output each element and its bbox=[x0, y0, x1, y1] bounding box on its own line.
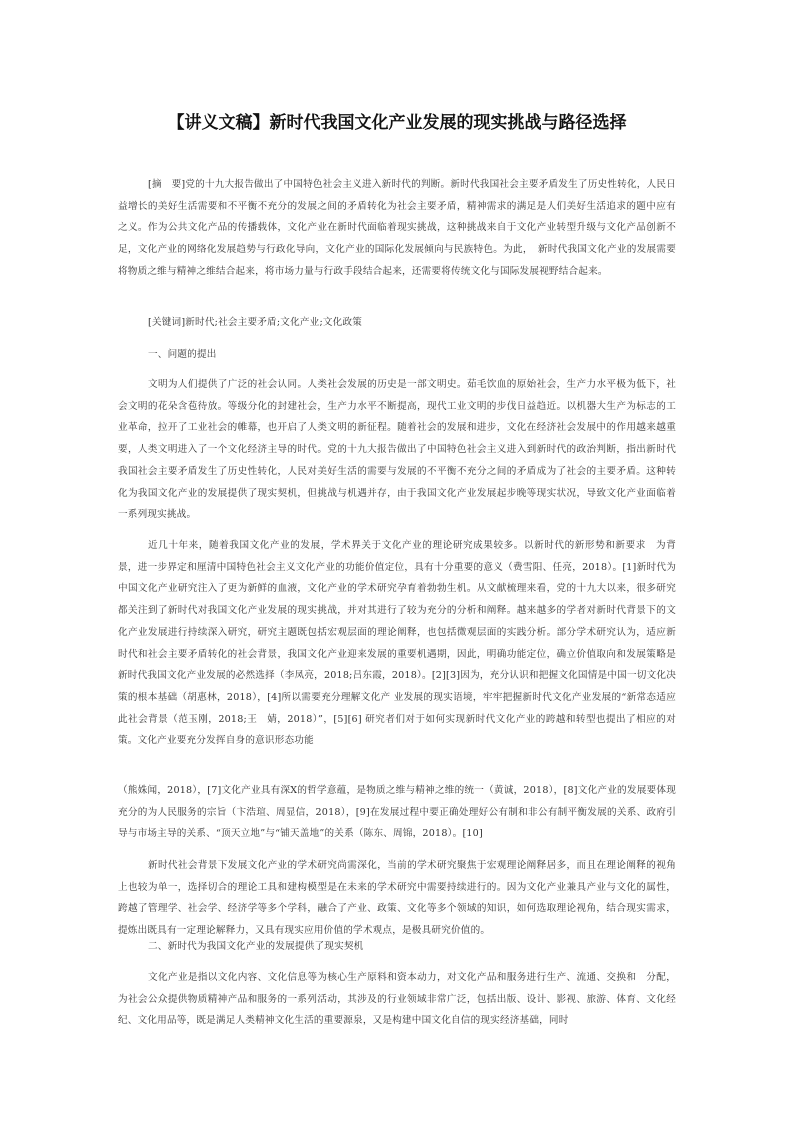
keywords-line: [关键词]新时代;社会主要矛盾;文化产业;文化政策 bbox=[148, 317, 363, 328]
section-2-paragraph-1: 文化产业是指以文化内容、文化信息等为核心生产原料和资本动力，对文化产品和服务进行生产、流通、交换和 分配，为社会公众提供物质精神产品和服务的一系列活动，其涉及的行业领域非常广泛，包括出版、设计、影视、旅游、体育、文化经纪、文化用品等，既是满足人类精神文化生活的重要源泉，又是构建中国文化自信的现实经济基础，同时 bbox=[118, 972, 676, 1027]
section-1-heading: 一、问题的提出 bbox=[148, 349, 217, 360]
section-1-paragraph-3: 新时代社会背景下发展文化产业的学术研究尚需深化，当前的学术研究聚焦于宏观理论阐释居多，而且在理论阐释的视角上也较为单一，选择切合的理论工具和建构模型是在未来的学术研究中需要持续进行的。因为文化产业兼具产业与文化的属性，跨越了管理学、社会学、经济学等多个学科，融合了产业、政策、文化等多个领域的知识，如何选取理论视角，结合现实需求，提炼出既具有一定理论解释力，又具有现实应用价值的学术观点，是极具研究价值的。 bbox=[118, 860, 676, 937]
section-1-paragraph-2: 近几十年来，随着我国文化产业的发展，学术界关于文化产业的理论研究成果较多。以新时代的新形势和新要求 为背景，进一步界定和厘清中国特色社会主义文化产业的功能价值定位，具有十分重要的意义（费雪阳、任亮，2018）。[1]新时代为中国文化产业研究注入了更为新鲜的血液，文化产业的学术研究孕育着勃勃生机。从文献梳理来看，党的十九大以来，很多研究都关注到了新时代对我国文化产业发展的现实挑战，并对其进行了较为充分的分析和阐释。越来越多的学者对新时代背景下的文化产业发展进行持续深入研究，研究主题既包括宏观层面的理论阐释，也包括微观层面的实践分析。部分学术研究认为，适应新时代和社会主要矛盾转化的社会背景，我国文化产业迎来发展的重要机遇期，因此，明确功能定位，确立价值取向和发展策略是新时代我国文化产业发展的必然选择（李凤亮，2018;吕东霞，2018）。[2][3]因为，充分认识和把握文化国情是中国一切文化决策的根本基础（胡惠林，2018），[4]所以需要充分理解文化产 业发展的现实语境，牢牢把握新时代文化产业发展的“新常态适应此社会背景（范玉刚，2018;王 婧，2018）”，[5][6] 研究者们对于如何实现新时代文化产业的跨越和转型也提出了相应的对策。文化产业要充分发挥自身的意识形态功能 bbox=[118, 540, 676, 747]
section-1-paragraph-2-continued: （熊姝闻，2018），[7]文化产业具有深Ⅹ的哲学意蕴，是物质之维与精神之维的统一（黄诚，2018），[8]文化产业的发展要体现充分的为人民服务的宗旨（卞浩瑄、周显信，2018），[9]在发展过程中要正确处理好公有制和非公有制平衡发展的关系、政府引导与市场主导的关系、“顶天立地”与“铺天盖地”的关系（陈东、周锦，2018）。[10] bbox=[118, 785, 676, 840]
abstract-paragraph: [摘 要]党的十九大报告做出了中国特色社会主义进入新时代的判断。新时代我国社会主要矛盾发生了历史性转化，人民日益增长的美好生活需要和不平衡不充分的发展之间的矛盾转化为社会主要矛盾，精神需求的满足是人们美好生活追求的题中应有之义。作为公共文化产品的传播载体，文化产业在新时代面临着现实挑战，这种挑战来自于文化产业转型升级与文化产品创新不足，文化产业的网络化发展趋势与行政化导向，文化产业的国际化发展倾向与民族特色。为此， 新时代我国文化产业的发展需要将物质之维与精神之维结合起来，将市场力量与行政手段结合起来，还需要将传统文化与国际发展视野结合起来。 bbox=[118, 179, 676, 277]
document-title: 【讲义文稿】新时代我国文化产业发展的现实挑战与路径选择 bbox=[167, 113, 627, 133]
section-2-heading: 二、新时代为我国文化产业的发展提供了现实契机 bbox=[148, 941, 364, 952]
section-1-paragraph-1: 文明为人们提供了广泛的社会认同。人类社会发展的历史是一部文明史。茹毛饮血的原始社会，生产力水平极为低下，社会文明的花朵含苞待放。等级分化的封建社会，生产力水平不断提高，现代工业文明的步伐日益趋近。以机器大生产为标志的工业革命，拉开了工业社会的帷幕，也开启了人类文明的新征程。随着社会的发展和进步，文化在经济社会发展中的作用越来越重要，人类文明进入了一个文化经济主导的时代。党的十九大报告做出了中国特色社会主义进入到新时代的政治判断，指出新时代我国社会主要矛盾发生了历史性转化，人民对美好生活的需要与发展的不平衡不充分之间的矛盾成为了社会的主要矛盾。这种转化为我国文化产业的发展提供了现实契机，但挑战与机遇并存，由于我国文化产业发展起步晚等现实状况，导致文化产业面临着一系列现实挑战。 bbox=[118, 379, 676, 521]
